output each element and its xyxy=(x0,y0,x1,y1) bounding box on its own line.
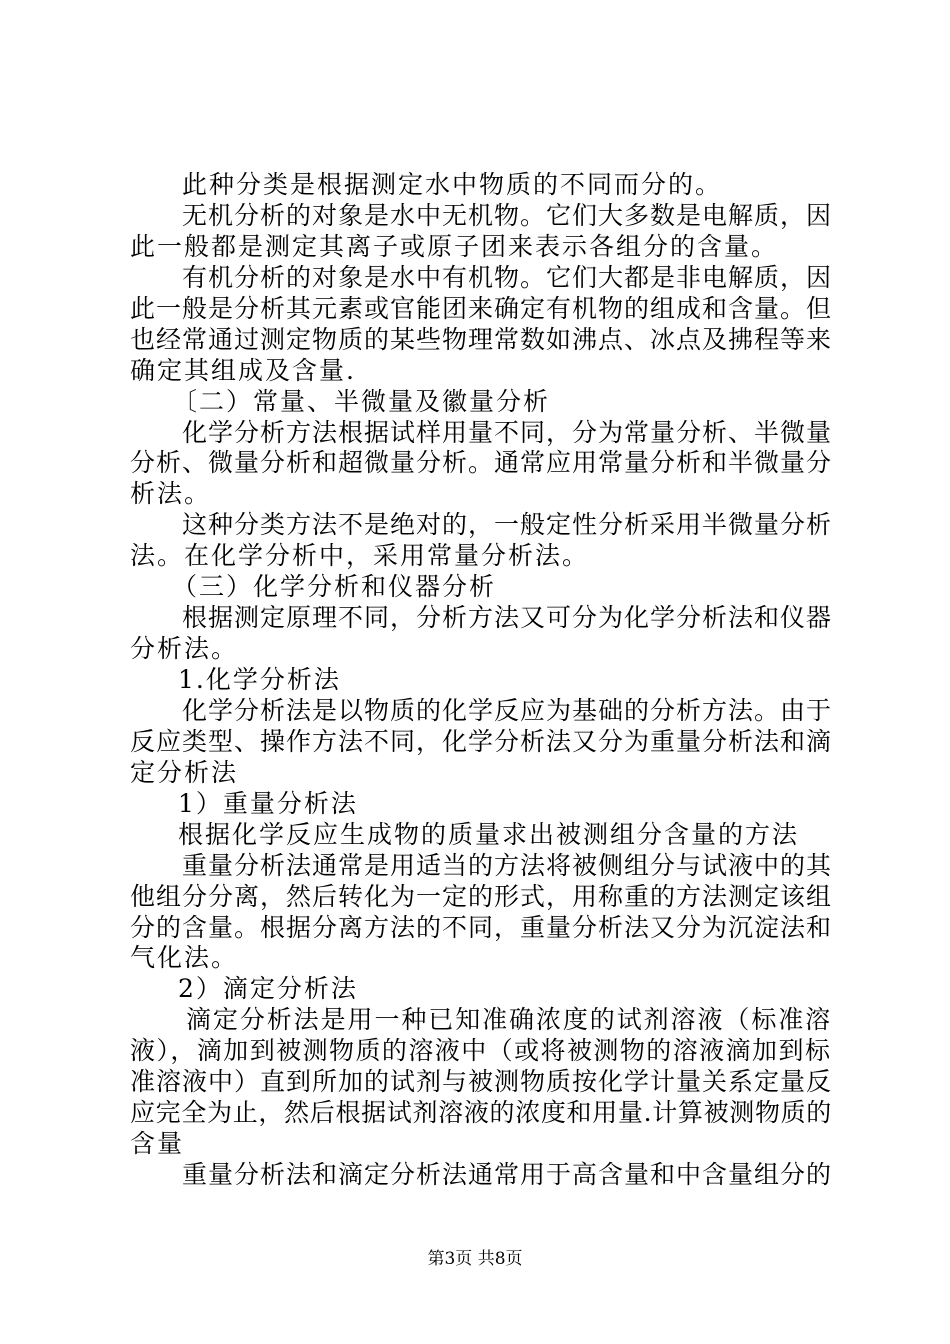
text-line: 这种分类方法不是绝对的，一般定性分析采用半微量分析 xyxy=(182,510,833,539)
text-line: 分析、微量分析和超微量分析。通常应用常量分析和半微量分 xyxy=(130,448,833,477)
text-line: 含量 xyxy=(130,1129,185,1158)
text-line: 分的含量。根据分离方法的不同，重量分析法又分为沉淀法和 xyxy=(130,913,833,942)
section-heading: （三）化学分析和仪器分析 xyxy=(172,572,497,601)
subsection-heading: 2）滴定分析法 xyxy=(178,974,358,1003)
text-line: 也经常通过测定物质的某些物理常数如沸点、冰点及拂程等来 xyxy=(130,325,833,354)
text-line: 滴定分析法是用一种已知准确浓度的试剂溶液（标准溶 xyxy=(186,1005,833,1034)
text-line: 他组分分离，然后转化为一定的形式，用称重的方法测定该组 xyxy=(130,882,833,911)
text-line: 根据化学反应生成物的质量求出被测组分含量的方法 xyxy=(178,820,800,849)
section-heading: 〔二）常量、半微量及徽量分析 xyxy=(172,387,551,416)
text-line: 反应类型、操作方法不同，化学分析法又分为重量分析法和滴 xyxy=(130,727,833,756)
text-line: 准溶液中）直到所加的试剂与被测物质按化学计量关系定量反 xyxy=(130,1067,833,1096)
text-line: 有机分析的对象是水中有机物。它们大都是非电解质，因 xyxy=(182,263,833,292)
text-line: 此种分类是根据测定水中物质的不同而分的。 xyxy=(182,170,723,199)
text-line: 根据测定原理不同，分析方法又可分为化学分析法和仪器 xyxy=(182,603,833,632)
text-line: 液），滴加到被测物质的溶液中（或将被测物的溶液滴加到标 xyxy=(130,1036,832,1065)
page-footer: 第3页 共8页 xyxy=(427,1249,523,1269)
text-line: 气化法。 xyxy=(130,943,239,972)
text-line: 此一般是分析其元素或官能团来确定有机物的组成和含量。但 xyxy=(130,294,833,323)
text-line: 无机分析的对象是水中无机物。它们大多数是电解质，因 xyxy=(182,201,833,230)
text-line: 重量分析法通常是用适当的方法将被侧组分与试液中的其 xyxy=(182,851,833,880)
text-line: 析法。 xyxy=(130,479,212,508)
text-line: 分析法。 xyxy=(130,634,239,663)
text-line: 应完全为止，然后根据试剂溶液的浓度和用量.计算被测物质的 xyxy=(130,1098,832,1127)
subsection-heading: 1.化学分析法 xyxy=(178,665,341,694)
text-line: 定分析法 xyxy=(130,758,239,787)
text-line: 重量分析法和滴定分析法通常用于高含量和中含量组分的 xyxy=(182,1160,833,1189)
text-line: 化学分析方法根据试样用量不同，分为常量分析、半微量 xyxy=(182,418,833,447)
subsection-heading: 1）重量分析法 xyxy=(178,789,358,818)
text-line: 化学分析法是以物质的化学反应为基础的分析方法。由于 xyxy=(182,696,833,725)
text-line: 法。在化学分析中，采用常量分析法。 xyxy=(130,541,590,570)
text-line: 此一般都是测定其离子或原子团来表示各组分的含量。 xyxy=(130,232,779,261)
text-line: 确定其组成及含量. xyxy=(130,356,356,385)
